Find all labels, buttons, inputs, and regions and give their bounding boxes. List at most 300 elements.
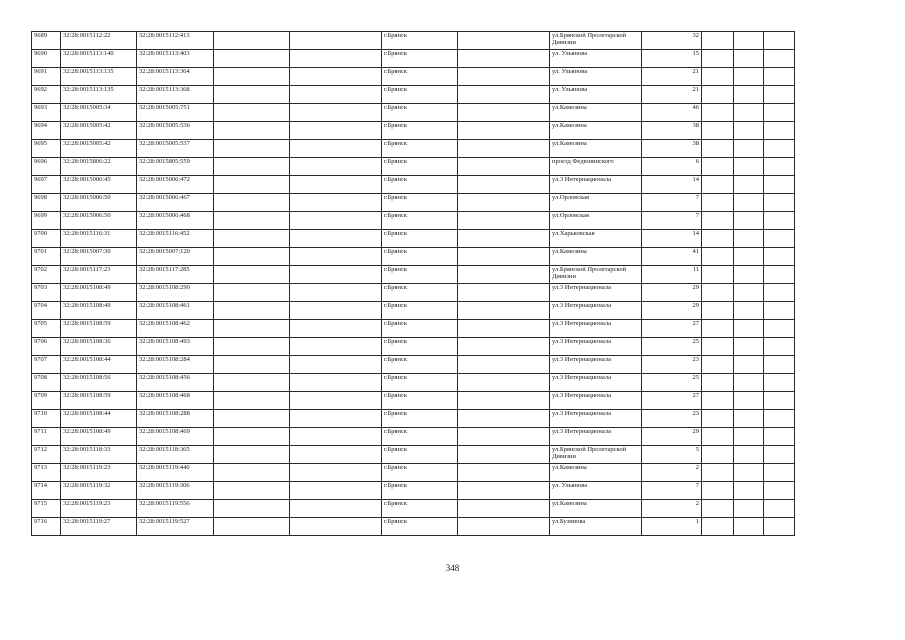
empty-cell [214, 374, 290, 392]
table-row [32, 86, 795, 104]
street-cell: ул. Ульянова [550, 68, 642, 86]
empty-cell [764, 194, 795, 212]
object-number-cell: 32:28:0015108:284 [137, 356, 214, 374]
empty-cell [458, 338, 550, 356]
object-number-cell: 32:28:0015006:467 [137, 194, 214, 212]
empty-cell [290, 338, 382, 356]
empty-cell [764, 410, 795, 428]
city-cell: г.Брянск [382, 464, 458, 482]
empty-cell [458, 428, 550, 446]
empty-cell [290, 302, 382, 320]
empty-cell [702, 338, 734, 356]
empty-cell [734, 122, 764, 140]
empty-cell [214, 248, 290, 266]
empty-cell [214, 446, 290, 464]
street-cell: ул.Камозина [550, 140, 642, 158]
house-number-cell: 38 [642, 122, 702, 140]
house-number-cell: 29 [642, 428, 702, 446]
object-number-cell: 32:28:0015108:288 [137, 410, 214, 428]
table-row [32, 68, 795, 86]
street-cell: ул.Орловская [550, 212, 642, 230]
house-number-cell: 46 [642, 104, 702, 122]
row-number-cell: 9689 [32, 32, 61, 50]
empty-cell [764, 320, 795, 338]
row-number-cell: 9702 [32, 266, 61, 284]
empty-cell [290, 464, 382, 482]
empty-cell [214, 230, 290, 248]
house-number-cell: 2 [642, 500, 702, 518]
empty-cell [702, 446, 734, 464]
row-number-cell: 9705 [32, 320, 61, 338]
parcel-number-cell: 32:28:0015108:49 [61, 428, 137, 446]
city-cell: г.Брянск [382, 374, 458, 392]
empty-cell [458, 518, 550, 536]
empty-cell [764, 500, 795, 518]
empty-cell [702, 104, 734, 122]
empty-cell [290, 266, 382, 284]
empty-cell [764, 104, 795, 122]
empty-cell [734, 140, 764, 158]
table-row [32, 32, 795, 50]
row-number-cell: 9710 [32, 410, 61, 428]
empty-cell [764, 32, 795, 50]
table-row [32, 194, 795, 212]
parcel-number-cell: 32:28:0015005:42 [61, 140, 137, 158]
object-number-cell: 32:28:0015119:556 [137, 500, 214, 518]
city-cell: г.Брянск [382, 158, 458, 176]
empty-cell [458, 68, 550, 86]
empty-cell [214, 176, 290, 194]
empty-cell [764, 428, 795, 446]
empty-cell [702, 500, 734, 518]
empty-cell [764, 140, 795, 158]
empty-cell [214, 86, 290, 104]
parcel-number-cell: 32:28:0015118:33 [61, 446, 137, 464]
empty-cell [702, 374, 734, 392]
empty-cell [702, 176, 734, 194]
empty-cell [734, 482, 764, 500]
empty-cell [458, 446, 550, 464]
empty-cell [458, 266, 550, 284]
empty-cell [702, 284, 734, 302]
empty-cell [214, 392, 290, 410]
street-cell: ул.Камозина [550, 122, 642, 140]
empty-cell [214, 518, 290, 536]
row-number-cell: 9716 [32, 518, 61, 536]
house-number-cell: 6 [642, 158, 702, 176]
house-number-cell: 21 [642, 86, 702, 104]
street-cell: ул. Ульянова [550, 50, 642, 68]
empty-cell [734, 176, 764, 194]
house-number-cell: 5 [642, 446, 702, 464]
parcel-number-cell: 32:28:0015006:50 [61, 212, 137, 230]
empty-cell [290, 122, 382, 140]
table-row [32, 374, 795, 392]
empty-cell [734, 428, 764, 446]
table-row [32, 356, 795, 374]
empty-cell [702, 320, 734, 338]
parcel-number-cell: 32:28:0015108:44 [61, 356, 137, 374]
empty-cell [702, 230, 734, 248]
object-number-cell: 32:28:0015805:559 [137, 158, 214, 176]
parcel-number-cell: 32:28:0015119:23 [61, 500, 137, 518]
row-number-cell: 9707 [32, 356, 61, 374]
table-row [32, 464, 795, 482]
empty-cell [764, 86, 795, 104]
empty-cell [214, 320, 290, 338]
house-number-cell: 23 [642, 410, 702, 428]
street-cell: ул.Орловская [550, 194, 642, 212]
city-cell: г.Брянск [382, 266, 458, 284]
table-row [32, 230, 795, 248]
city-cell: г.Брянск [382, 176, 458, 194]
empty-cell [458, 32, 550, 50]
street-cell: ул.3 Интернационала [550, 302, 642, 320]
empty-cell [702, 158, 734, 176]
street-cell: проезд Федюнинского [550, 158, 642, 176]
row-number-cell: 9693 [32, 104, 61, 122]
house-number-cell: 41 [642, 248, 702, 266]
empty-cell [764, 122, 795, 140]
street-cell: ул.3 Интернационала [550, 410, 642, 428]
parcel-number-cell: 32:28:0015108:36 [61, 338, 137, 356]
street-cell: ул.Брянской Пролетарской Дивизии [550, 266, 642, 284]
row-number-cell: 9712 [32, 446, 61, 464]
empty-cell [734, 410, 764, 428]
city-cell: г.Брянск [382, 410, 458, 428]
parcel-number-cell: 32:28:0015113:140 [61, 50, 137, 68]
empty-cell [458, 500, 550, 518]
empty-cell [764, 266, 795, 284]
empty-cell [458, 248, 550, 266]
empty-cell [290, 248, 382, 266]
empty-cell [734, 50, 764, 68]
table-row [32, 302, 795, 320]
empty-cell [734, 338, 764, 356]
row-number-cell: 9714 [32, 482, 61, 500]
empty-cell [458, 158, 550, 176]
street-cell: ул.Камозина [550, 464, 642, 482]
street-cell: ул.3 Интернационала [550, 428, 642, 446]
table-row [32, 428, 795, 446]
empty-cell [290, 392, 382, 410]
house-number-cell: 14 [642, 176, 702, 194]
parcel-number-cell: 32:28:0015116:31 [61, 230, 137, 248]
object-number-cell: 32:28:0015108:461 [137, 302, 214, 320]
house-number-cell: 25 [642, 374, 702, 392]
empty-cell [702, 86, 734, 104]
city-cell: г.Брянск [382, 122, 458, 140]
empty-cell [702, 50, 734, 68]
parcel-number-cell: 32:28:0015119:23 [61, 464, 137, 482]
empty-cell [702, 248, 734, 266]
empty-cell [702, 32, 734, 50]
object-number-cell: 32:28:0015005:537 [137, 140, 214, 158]
object-number-cell: 32:28:0015108:468 [137, 392, 214, 410]
row-number-cell: 9699 [32, 212, 61, 230]
object-number-cell: 32:28:0015118:365 [137, 446, 214, 464]
empty-cell [458, 194, 550, 212]
street-cell: ул.3 Интернационала [550, 284, 642, 302]
city-cell: г.Брянск [382, 86, 458, 104]
row-number-cell: 9703 [32, 284, 61, 302]
empty-cell [290, 158, 382, 176]
parcel-number-cell: 32:28:0015006:45 [61, 176, 137, 194]
empty-cell [764, 338, 795, 356]
house-number-cell: 27 [642, 392, 702, 410]
house-number-cell: 2 [642, 464, 702, 482]
empty-cell [734, 500, 764, 518]
street-cell: ул.Камозина [550, 248, 642, 266]
empty-cell [290, 410, 382, 428]
empty-cell [214, 266, 290, 284]
empty-cell [764, 446, 795, 464]
house-number-cell: 32 [642, 32, 702, 50]
street-cell: ул.3 Интернационала [550, 374, 642, 392]
empty-cell [764, 230, 795, 248]
empty-cell [702, 482, 734, 500]
empty-cell [290, 50, 382, 68]
table-row [32, 284, 795, 302]
house-number-cell: 21 [642, 68, 702, 86]
street-cell: ул.Харьковская [550, 230, 642, 248]
empty-cell [734, 86, 764, 104]
row-number-cell: 9711 [32, 428, 61, 446]
empty-cell [214, 68, 290, 86]
empty-cell [458, 230, 550, 248]
empty-cell [214, 338, 290, 356]
parcel-number-cell: 32:28:0015119:32 [61, 482, 137, 500]
empty-cell [214, 32, 290, 50]
empty-cell [734, 230, 764, 248]
empty-cell [214, 284, 290, 302]
empty-cell [764, 302, 795, 320]
empty-cell [290, 482, 382, 500]
page-number: 348 [445, 563, 460, 573]
empty-cell [702, 428, 734, 446]
object-number-cell: 32:28:0015108:456 [137, 374, 214, 392]
empty-cell [702, 518, 734, 536]
row-number-cell: 9713 [32, 464, 61, 482]
table-row [32, 212, 795, 230]
street-cell: ул.Камозина [550, 104, 642, 122]
empty-cell [458, 212, 550, 230]
empty-cell [458, 320, 550, 338]
empty-cell [458, 392, 550, 410]
empty-cell [734, 464, 764, 482]
empty-cell [290, 518, 382, 536]
empty-cell [702, 194, 734, 212]
empty-cell [764, 284, 795, 302]
house-number-cell: 29 [642, 302, 702, 320]
house-number-cell: 29 [642, 284, 702, 302]
object-number-cell: 32:28:0015113:403 [137, 50, 214, 68]
house-number-cell: 15 [642, 50, 702, 68]
city-cell: г.Брянск [382, 284, 458, 302]
parcel-number-cell: 32:28:0015112:22 [61, 32, 137, 50]
street-cell: ул.3 Интернационала [550, 356, 642, 374]
empty-cell [734, 68, 764, 86]
empty-cell [764, 374, 795, 392]
street-cell: ул.3 Интернационала [550, 320, 642, 338]
empty-cell [458, 410, 550, 428]
object-number-cell: 32:28:0015119:527 [137, 518, 214, 536]
table-row [32, 320, 795, 338]
row-number-cell: 9692 [32, 86, 61, 104]
empty-cell [458, 104, 550, 122]
object-number-cell: 32:28:0015108:469 [137, 428, 214, 446]
row-number-cell: 9706 [32, 338, 61, 356]
empty-cell [214, 302, 290, 320]
street-cell: ул.Брянской Пролетарской Дивизии [550, 32, 642, 50]
empty-cell [290, 374, 382, 392]
city-cell: г.Брянск [382, 356, 458, 374]
empty-cell [702, 392, 734, 410]
parcel-number-cell: 32:28:0015113:135 [61, 68, 137, 86]
city-cell: г.Брянск [382, 140, 458, 158]
table-row [32, 482, 795, 500]
parcel-number-cell: 32:28:0015005:34 [61, 104, 137, 122]
empty-cell [764, 176, 795, 194]
registry-table [31, 31, 795, 536]
city-cell: г.Брянск [382, 302, 458, 320]
empty-cell [290, 68, 382, 86]
street-cell: ул.3 Интернационала [550, 392, 642, 410]
parcel-number-cell: 32:28:0015005:42 [61, 122, 137, 140]
empty-cell [702, 302, 734, 320]
parcel-number-cell: 32:28:0015006:50 [61, 194, 137, 212]
parcel-number-cell: 32:28:0015007:30 [61, 248, 137, 266]
empty-cell [702, 464, 734, 482]
parcel-number-cell: 32:28:0015113:135 [61, 86, 137, 104]
empty-cell [734, 302, 764, 320]
city-cell: г.Брянск [382, 32, 458, 50]
table-row [32, 410, 795, 428]
empty-cell [214, 122, 290, 140]
table-row [32, 392, 795, 410]
row-number-cell: 9701 [32, 248, 61, 266]
empty-cell [702, 68, 734, 86]
empty-cell [214, 356, 290, 374]
row-number-cell: 9696 [32, 158, 61, 176]
parcel-number-cell: 32:28:0015117:23 [61, 266, 137, 284]
empty-cell [214, 194, 290, 212]
empty-cell [458, 356, 550, 374]
empty-cell [702, 140, 734, 158]
parcel-number-cell: 32:28:0015108:59 [61, 320, 137, 338]
city-cell: г.Брянск [382, 518, 458, 536]
city-cell: г.Брянск [382, 194, 458, 212]
row-number-cell: 9709 [32, 392, 61, 410]
empty-cell [214, 158, 290, 176]
city-cell: г.Брянск [382, 338, 458, 356]
empty-cell [764, 248, 795, 266]
empty-cell [734, 32, 764, 50]
empty-cell [290, 356, 382, 374]
row-number-cell: 9700 [32, 230, 61, 248]
city-cell: г.Брянск [382, 428, 458, 446]
house-number-cell: 14 [642, 230, 702, 248]
house-number-cell: 1 [642, 518, 702, 536]
empty-cell [214, 140, 290, 158]
street-cell: ул. Ульянова [550, 86, 642, 104]
city-cell: г.Брянск [382, 50, 458, 68]
empty-cell [214, 428, 290, 446]
object-number-cell: 32:28:0015117:285 [137, 266, 214, 284]
empty-cell [214, 104, 290, 122]
object-number-cell: 32:28:0015006:472 [137, 176, 214, 194]
empty-cell [734, 194, 764, 212]
object-number-cell: 32:28:0015006:468 [137, 212, 214, 230]
empty-cell [214, 50, 290, 68]
empty-cell [458, 140, 550, 158]
empty-cell [764, 464, 795, 482]
empty-cell [734, 446, 764, 464]
table-row [32, 266, 795, 284]
house-number-cell: 7 [642, 482, 702, 500]
city-cell: г.Брянск [382, 482, 458, 500]
empty-cell [290, 32, 382, 50]
empty-cell [214, 410, 290, 428]
empty-cell [290, 284, 382, 302]
empty-cell [214, 482, 290, 500]
city-cell: г.Брянск [382, 68, 458, 86]
empty-cell [290, 86, 382, 104]
table-row [32, 50, 795, 68]
row-number-cell: 9698 [32, 194, 61, 212]
table-row [32, 338, 795, 356]
empty-cell [290, 176, 382, 194]
table-body [32, 32, 795, 536]
house-number-cell: 27 [642, 320, 702, 338]
empty-cell [458, 302, 550, 320]
object-number-cell: 32:28:0015112:413 [137, 32, 214, 50]
empty-cell [702, 410, 734, 428]
table-row [32, 446, 795, 464]
empty-cell [458, 176, 550, 194]
street-cell: ул.Бузинова [550, 518, 642, 536]
empty-cell [458, 374, 550, 392]
street-cell: ул. Ульянова [550, 482, 642, 500]
row-number-cell: 9697 [32, 176, 61, 194]
house-number-cell: 7 [642, 212, 702, 230]
empty-cell [734, 518, 764, 536]
street-cell: ул.3 Интернационала [550, 338, 642, 356]
city-cell: г.Брянск [382, 248, 458, 266]
object-number-cell: 32:28:0015005:751 [137, 104, 214, 122]
empty-cell [290, 320, 382, 338]
city-cell: г.Брянск [382, 104, 458, 122]
empty-cell [734, 320, 764, 338]
object-number-cell: 32:28:0015005:536 [137, 122, 214, 140]
city-cell: г.Брянск [382, 320, 458, 338]
empty-cell [290, 140, 382, 158]
empty-cell [734, 248, 764, 266]
empty-cell [290, 212, 382, 230]
city-cell: г.Брянск [382, 212, 458, 230]
row-number-cell: 9708 [32, 374, 61, 392]
street-cell: ул.3 Интернационала [550, 176, 642, 194]
empty-cell [702, 122, 734, 140]
table-row [32, 140, 795, 158]
empty-cell [734, 356, 764, 374]
parcel-number-cell: 32:28:0015108:49 [61, 284, 137, 302]
empty-cell [214, 464, 290, 482]
empty-cell [702, 212, 734, 230]
table-row [32, 158, 795, 176]
object-number-cell: 32:28:0015113:368 [137, 86, 214, 104]
parcel-number-cell: 32:28:0015108:44 [61, 410, 137, 428]
